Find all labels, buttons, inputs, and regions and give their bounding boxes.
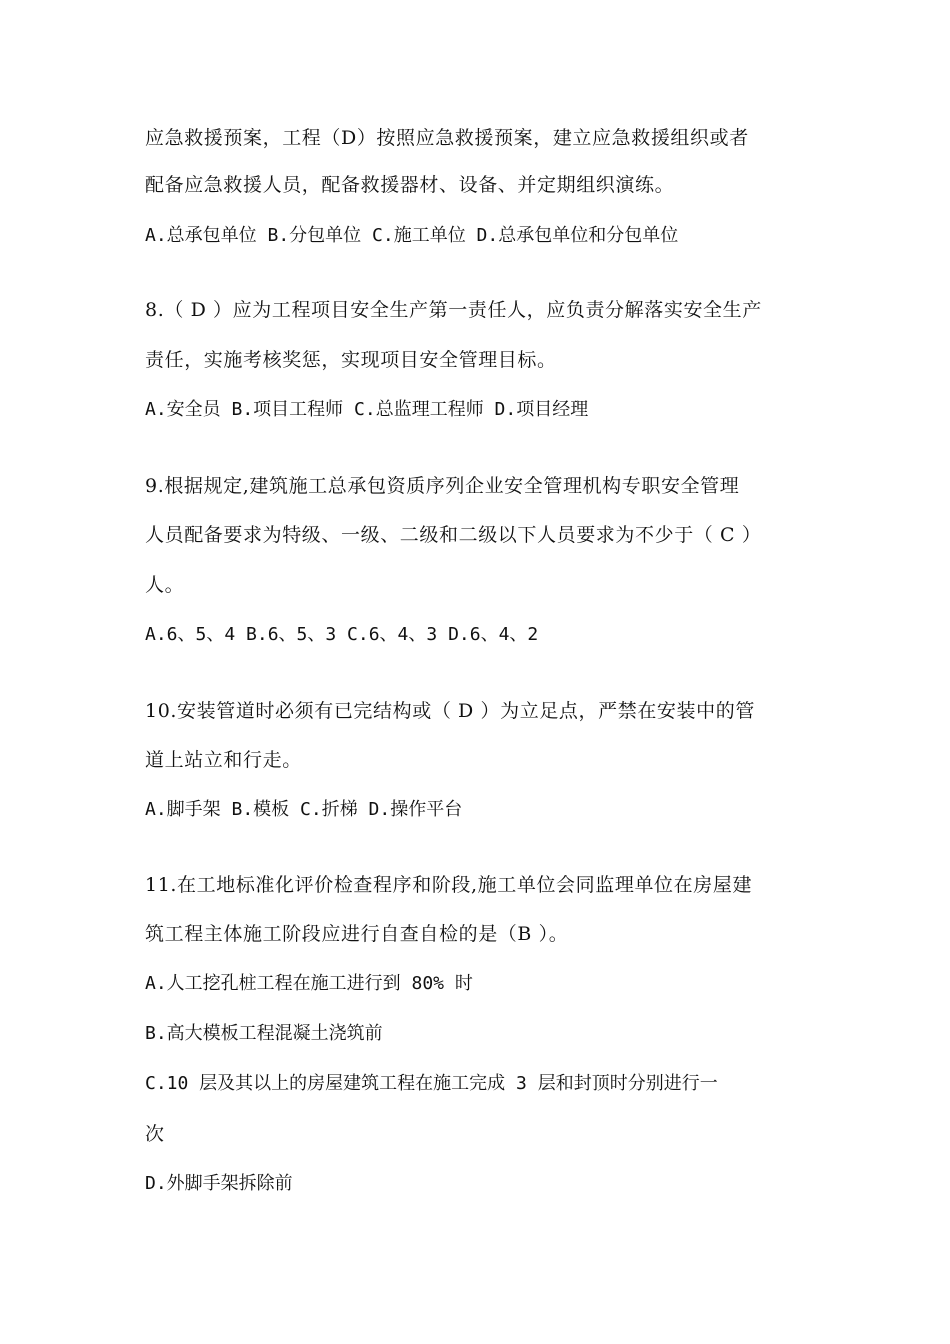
q7-text-line-2: 配备应急救援人员，配备救援器材、设备、并定期组织演练。 xyxy=(145,174,675,196)
q11-text-line-2: 筑工程主体施工阶段应进行自查自检的是（B ）。 xyxy=(145,923,569,945)
q8-options: A.安全员 B.项目工程师 C.总监理工程师 D.项目经理 xyxy=(145,399,589,420)
q10-options: A.脚手架 B.模板 C.折梯 D.操作平台 xyxy=(145,799,463,820)
q8-text-line-1: 8.（ D ）应为工程项目安全生产第一责任人，应负责分解落实安全生产 xyxy=(145,299,762,321)
q7-text-line-1: 应急救援预案，工程（D）按照应急救援预案，建立应急救援组织或者 xyxy=(145,127,749,149)
q10-text-line-2: 道上站立和行走。 xyxy=(145,749,302,771)
q10-text-line-1: 10.安装管道时必须有已完结构或（ D ）为立足点，严禁在安装中的管 xyxy=(145,700,755,722)
q9-text-line-2: 人员配备要求为特级、一级、二级和二级以下人员要求为不少于（ C ） xyxy=(145,524,762,546)
q11-option-d: D.外脚手架拆除前 xyxy=(145,1173,293,1194)
q8-text-line-2: 责任，实施考核奖惩，实现项目安全管理目标。 xyxy=(145,349,557,371)
q9-text-line-3: 人。 xyxy=(145,574,185,596)
q11-option-a: A.人工挖孔桩工程在施工进行到 80% 时 xyxy=(145,973,473,994)
q9-text-line-1: 9.根据规定,建筑施工总承包资质序列企业安全管理机构专职安全管理 xyxy=(145,475,740,497)
q9-options: A.6、5、4 B.6、5、3 C.6、4、3 D.6、4、2 xyxy=(145,624,539,645)
q11-option-c-line-2: 次 xyxy=(145,1123,165,1145)
q7-options: A.总承包单位 B.分包单位 C.施工单位 D.总承包单位和分包单位 xyxy=(145,225,679,246)
q11-option-c-line-1: C.10 层及其以上的房屋建筑工程在施工完成 3 层和封顶时分别进行一 xyxy=(145,1073,718,1094)
q11-text-line-1: 11.在工地标准化评价检查程序和阶段,施工单位会同监理单位在房屋建 xyxy=(145,874,753,896)
q11-option-b: B.高大模板工程混凝土浇筑前 xyxy=(145,1023,383,1044)
